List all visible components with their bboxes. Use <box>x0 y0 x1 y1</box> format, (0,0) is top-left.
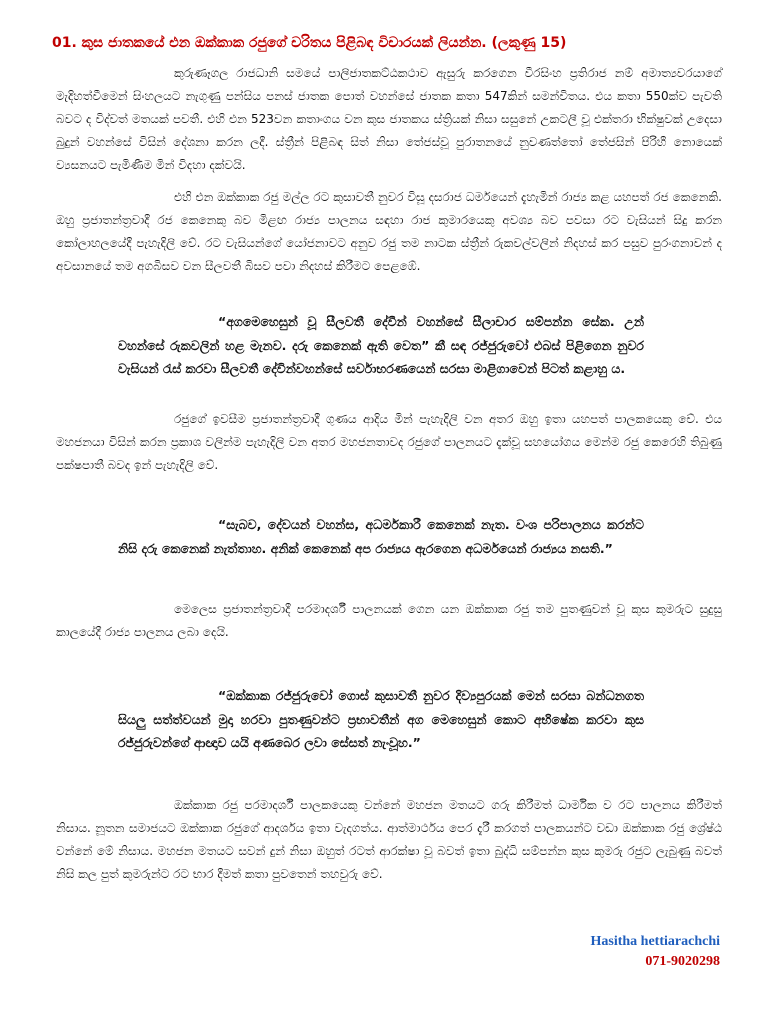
paragraph-handover: මෙලෙස ප්‍රජාතන්ත්‍රවාදී පරමාදර්ශී පාලනයක් ගෙන යන ඔක්කාක රජු තම පුතණුවන් වූ කුස කුමරුට සුදුසු කාලයේදී රාජ්‍ය පාලනය ලබා දෙයි. <box>56 602 722 639</box>
paragraph-democratic-ruler: රජුගේ ඉවසීම ප්‍රජාතන්ත්‍රවාදී ගුණය ආදිය මින් පැහැදිලි වන අතර ඔහු ඉතා යහපත් පාලකයෙකු වේ. එය මහජනයා විසින් කරන ප්‍රකාශ වලින්ම පැහැදිලි වන අතර මහජනතාවද රජුගේ පාලනයට දැක්වූ සහයෝගය මෙන්ම රජු කෙරෙහි තිබුණු පක්ෂපාතී බවද ඉන් පැහැදිලි වේ. <box>56 412 722 472</box>
paragraph-king-description: එහි එන ඔක්කාක රජු මල්ල රට කුසාවතී නුවර විසූ දසරාජ ධර්මයෙන් දැහැමින් රාජ්‍ය කළ යහපත් රජ කෙනෙකි. ඔහු ප්‍රජාතන්ත්‍රවාදී රජ කෙනෙකු බව මිළඟ රාජ්‍ය පාලනය සඳහා රාජ කුමාරයෙකු අවශ්‍ය බව පවසා රට වැසියන් සිදු කරන කෝලාහලයේදී පැහැදිලි වේ. රට වැසියන්ගේ යෝජනාවට අනුව රජු තම නාටක ස්ත්‍රීන් රුකවල්වලින් නිදහස් කර පසුව පුරංගනාවන් ද අවසානයේ තම අගබිසව වන සීලවතී බිසව පවා නිදහස් කිරීමට පෙළඹේ. <box>56 190 722 273</box>
author-phone: 071-9020298 <box>645 954 720 969</box>
quote-citizens-reply: “සැබව, දේවයන් වහන්ස, අධර්මකාරී කෙනෙක් නැත. වංශ පරිපාලනය කරන්ට නිසි දරු කෙනෙක් නැත්තාහ. අනික් කෙනෙක් අප රාජ්‍යය ඇරගෙන අධර්මයෙන් රාජ්‍යය නසති.” <box>118 517 644 556</box>
paragraph-introduction: කුරුණෑගල රාජධානි සමයේ පාලිජාතකට්ඨකථාව ඇසුරු කරගෙන වීරසිංහ ප්‍රතිරාජ නම් අමාත්‍යවරයාගේ මැදිහත්වීමෙන් සිංහලයට නැගුණු පන්සිය පනස් ජාතක පොත් වහන්සේ ජාතක කතා 547කින් සමන්විතය. එය කතා 550ක්ව පැවති බවට ද විද්වත් මතයක් පවතී. එහි එන 523වන කතාංගය වන කුස ජාතකය ස්ත්‍රියක් නිසා සසුනේ උකටලී වූ එක්තරා භික්ෂුවක් උදෙසා බුදුන් වහන්සේ විසින් දේශනා කරන ලදී. ස්ත්‍රීන් පිළිබඳ සිත් නිසා තේජස්වූ පුරාතනයේ නුවණත්තෝ තේජසින් පිරිහී නොයෙක් ව්‍යසනයට පැමිණීම මින් විදහා දක්වයි. <box>56 66 722 172</box>
quote-queen-release: “අගමෙහෙසුන් වූ සීලවතී දේවීන් වහන්සේ සීලාචාර සම්පන්න සේක. උන් වහන්සේ රුකවලින් හළ මැනව. දරු කෙනෙක් ඇති වෙත” කී සඳ රජ්ජුරුවෝ එබස් පිළිගෙන නුවර වැසියන් රැස් කරවා සීලවතී දේවින්වහන්සේ සර්වාභරණයෙන් සරසා මාළිගාවෙන් පිටත් කළාහු ය. <box>118 314 644 376</box>
question-heading: 01. කුස ජාතකයේ එන ඔක්කාක රජුගේ චරිතය පිළිබඳ විචාරයක් ලියන්න. (ලකුණු 15) <box>52 35 567 51</box>
paragraph-conclusion: ඔක්කාක රජු පරමාදර්ශී පාලකයෙකු වන්නේ මහජන මතයට ගරු කිරීමත් ධාර්මික ව රට පාලනය කිරීමත් නිසාය. නූතන සමාජයට ඔක්කාක රජුගේ ආදර්ශය ඉතා වැදගත්ය. ආත්මාර්ථය පෙර දැරී කරගත් පාලකයන්ට වඩා ඔක්කාක රජු ශ්‍රේෂ්ඨ වන්නේ මේ නිසාය. මහජන මතයට සවන් දුන් නිසා ඔහුත් රටත් ආරක්ෂා වූ බවත් ඉතා බුද්ධි සම්පන්න කුස කුමරු රජුට ලැබුණු බවත් නිසි කල පුත් කුමරුන්ට රට භාර දීමත් කතා පුවතෙන් තහවුරු වේ. <box>56 798 722 881</box>
quote-coronation: “ඔක්කාක රජ්ජුරුවෝ ගොස් කුසාවතී නුවර දිව්‍යපුරයක් මෙන් සරසා බන්ධනගත සියලු සත්ත්වයන් මුදා හරවා පුතණුවන්ට ප්‍රභාවතීන් අග මෙහෙසුන් කොට අභිෂේක කරවා කුස රජ්ජුරුවන්ගේ ආඥාව යයි අණබෙර ලවා සේසත් නැංවූහ.” <box>118 688 644 750</box>
signature-block <box>460 932 720 972</box>
author-name: Hasitha hettiarachchi <box>590 934 720 949</box>
